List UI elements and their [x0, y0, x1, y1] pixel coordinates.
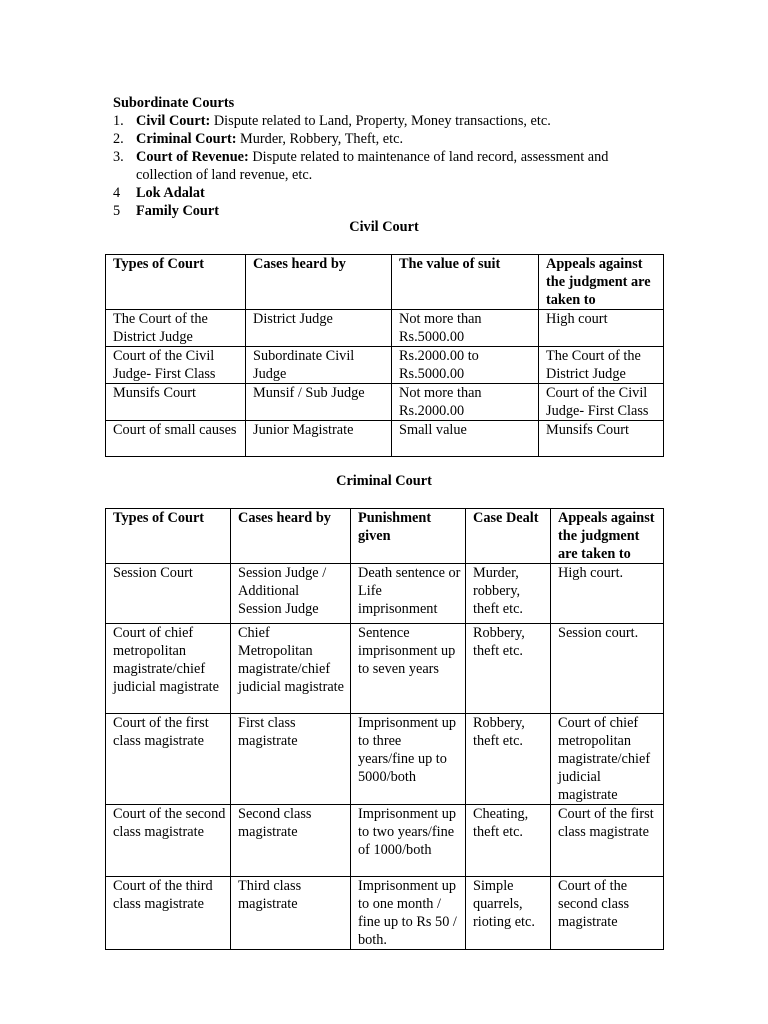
column-header: The value of suit — [392, 255, 539, 310]
list-item-desc: Murder, Robbery, Theft, etc. — [236, 131, 404, 147]
list-item-desc: Dispute related to Land, Property, Money transactions, etc. — [210, 113, 551, 129]
table-cell: Court of the second class magistrate — [551, 877, 664, 950]
table-cell: Munsif / Sub Judge — [246, 384, 392, 421]
list-item-desc: Dispute related to maintenance of land record, assessment and collection of land revenue, etc. — [136, 149, 609, 183]
list-item-name: Court of Revenue: — [136, 149, 249, 165]
table-cell: Court of the Civil Judge- First Class — [106, 347, 246, 384]
table-row — [106, 877, 664, 950]
list-item — [113, 184, 653, 202]
list-number: 5 — [113, 203, 121, 219]
table-cell: Death sentence or Life imprisonment — [351, 564, 466, 624]
table-cell: Session Court — [106, 564, 231, 624]
list-number: 2. — [113, 131, 124, 147]
section-heading: Subordinate Courts — [113, 95, 235, 111]
civil-court-title: Civil Court — [349, 219, 419, 235]
table-cell: District Judge — [246, 310, 392, 347]
list-item — [113, 148, 653, 184]
table-cell: Junior Magistrate — [246, 421, 392, 457]
courts-list — [113, 112, 653, 220]
table-cell: Court of the Civil Judge- First Class — [539, 384, 664, 421]
table-header-row — [106, 509, 664, 564]
table-row — [106, 805, 664, 877]
column-header: Cases heard by — [231, 509, 351, 564]
column-header: Case Dealt — [466, 509, 551, 564]
table-row — [106, 347, 664, 384]
table-row — [106, 421, 664, 457]
table-cell: Rs.2000.00 to Rs.5000.00 — [392, 347, 539, 384]
civil-court-table — [105, 254, 664, 457]
table-row — [106, 384, 664, 421]
table-cell: Subordinate Civil Judge — [246, 347, 392, 384]
table-row — [106, 624, 664, 714]
table-cell: Court of small causes — [106, 421, 246, 457]
table-cell: Session court. — [551, 624, 664, 714]
table-cell: The Court of the District Judge — [539, 347, 664, 384]
column-header: Appeals against the judgment are taken to — [539, 255, 664, 310]
table-cell: Small value — [392, 421, 539, 457]
table-cell: Munsifs Court — [539, 421, 664, 457]
criminal-court-table — [105, 508, 664, 950]
table-cell: First class magistrate — [231, 714, 351, 805]
table-cell: Murder, robbery, theft etc. — [466, 564, 551, 624]
column-header: Cases heard by — [246, 255, 392, 310]
table-cell: Court of the first class magistrate — [106, 714, 231, 805]
table-cell: Imprisonment up to two years/fine of 1000/both — [351, 805, 466, 877]
list-number: 1. — [113, 113, 124, 129]
table-cell: Simple quarrels, rioting etc. — [466, 877, 551, 950]
criminal-court-title: Criminal Court — [336, 473, 432, 489]
table-cell: Court of the third class magistrate — [106, 877, 231, 950]
table-cell: Munsifs Court — [106, 384, 246, 421]
table-cell: Session Judge / Additional Session Judge — [231, 564, 351, 624]
column-header: Punishment given — [351, 509, 466, 564]
table-cell: Chief Metropolitan magistrate/chief judicial magistrate — [231, 624, 351, 714]
table-cell: Court of the first class magistrate — [551, 805, 664, 877]
list-number: 3. — [113, 149, 124, 165]
table-header-row — [106, 255, 664, 310]
column-header: Types of Court — [106, 509, 231, 564]
list-item-name: Family Court — [136, 203, 219, 219]
table-row — [106, 310, 664, 347]
table-cell: The Court of the District Judge — [106, 310, 246, 347]
table-cell: Court of the second class magistrate — [106, 805, 231, 877]
table-cell: Robbery, theft etc. — [466, 624, 551, 714]
list-item — [113, 130, 653, 148]
list-item — [113, 112, 653, 130]
table-cell: Imprisonment up to three years/fine up to 5000/both — [351, 714, 466, 805]
table-cell: Robbery, theft etc. — [466, 714, 551, 805]
table-cell: Court of chief metropolitan magistrate/chief judicial magistrate — [551, 714, 664, 805]
table-row — [106, 714, 664, 805]
table-cell: Second class magistrate — [231, 805, 351, 877]
table-cell: Cheating, theft etc. — [466, 805, 551, 877]
list-item-name: Criminal Court: — [136, 131, 237, 147]
table-cell: Sentence imprisonment up to seven years — [351, 624, 466, 714]
column-header: Appeals against the judgment are taken to — [551, 509, 664, 564]
list-item-name: Lok Adalat — [136, 185, 205, 201]
table-cell: Not more than Rs.5000.00 — [392, 310, 539, 347]
list-item-name: Civil Court: — [136, 113, 211, 129]
table-cell: Not more than Rs.2000.00 — [392, 384, 539, 421]
table-cell: Imprisonment up to one month / fine up to Rs 50 / both. — [351, 877, 466, 950]
column-header: Types of Court — [106, 255, 246, 310]
table-cell: Court of chief metropolitan magistrate/chief judicial magistrate — [106, 624, 231, 714]
table-cell: High court — [539, 310, 664, 347]
table-cell: Third class magistrate — [231, 877, 351, 950]
list-number: 4 — [113, 185, 121, 201]
table-cell: High court. — [551, 564, 664, 624]
table-row — [106, 564, 664, 624]
